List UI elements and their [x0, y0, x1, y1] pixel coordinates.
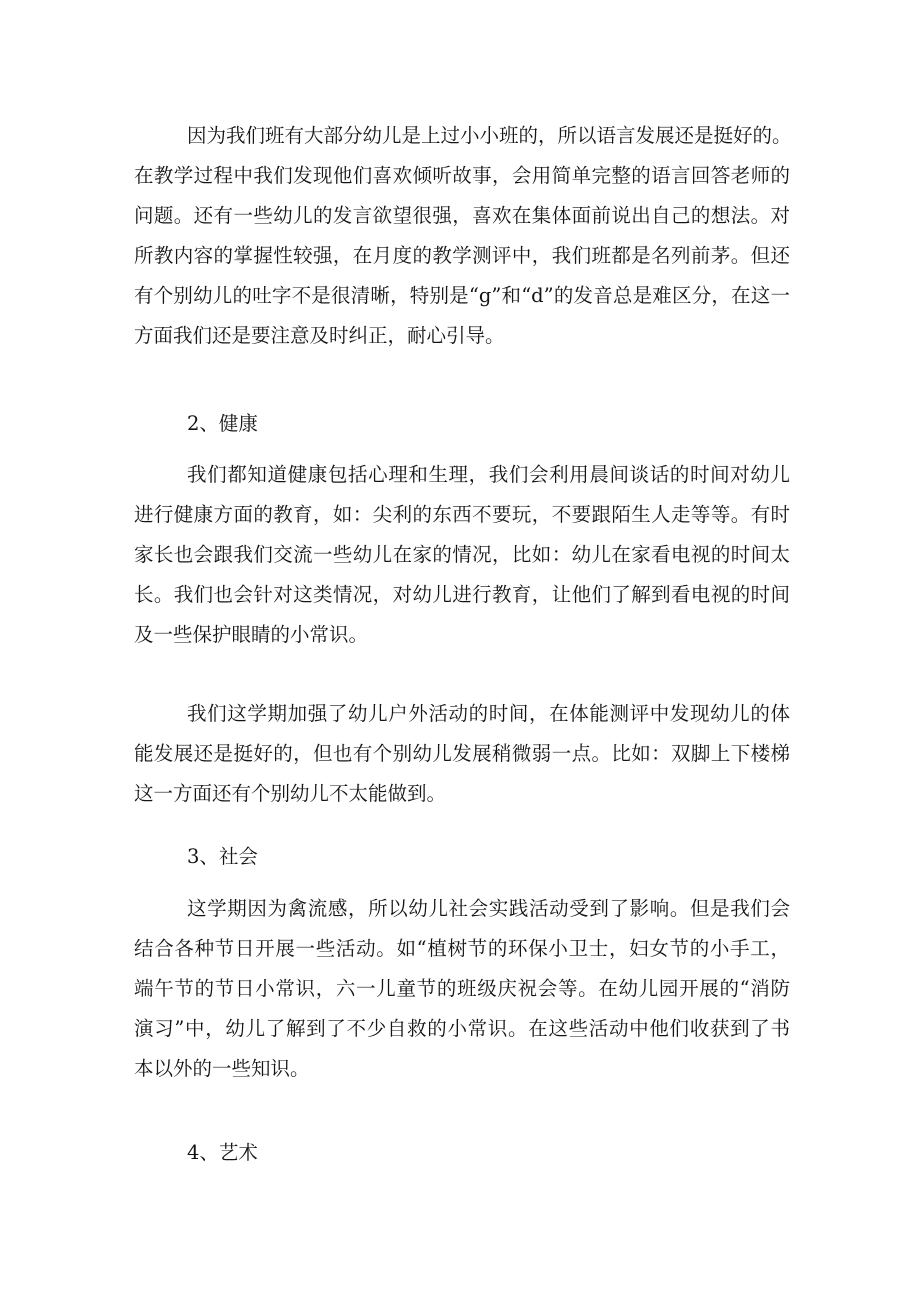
section-heading-health: 2、健康 — [187, 412, 258, 435]
paragraph-line: 我们都知道健康包括心理和生理，我们会利用晨间谈话的时间对幼儿 — [187, 463, 790, 486]
paragraph-line: 长。我们也会针对这类情况，对幼儿进行教育，让他们了解到看电视的时间 — [134, 583, 790, 606]
section-heading-art: 4、艺术 — [187, 1141, 258, 1164]
paragraph-line: 及一些保护眼睛的小常识。 — [134, 623, 369, 646]
paragraph-line: 在教学过程中我们发现他们喜欢倾听故事，会用简单完整的语言回答老师的 — [134, 164, 790, 187]
paragraph-line: 问题。还有一些幼儿的发言欲望很强，喜欢在集体面前说出自己的想法。对 — [134, 204, 790, 227]
paragraph-line: 本以外的一些知识。 — [134, 1057, 310, 1080]
paragraph-health — [134, 455, 790, 655]
paragraph-line: 结合各种节日开展一些活动。如“植树节的环保小卫士，妇女节的小手工， — [134, 937, 790, 960]
paragraph-line: 端午节的节日小常识，六一儿童节的班级庆祝会等。在幼儿园开展的“消防 — [134, 977, 790, 1000]
paragraph-line: 能发展还是挺好的，但也有个别幼儿发展稍微弱一点。比如：双脚上下楼梯 — [134, 742, 790, 765]
paragraph-line: 因为我们班有大部分幼儿是上过小小班的，所以语言发展还是挺好的。 — [187, 124, 792, 147]
paragraph-line: 有个别幼儿的吐字不是很清晰，特别是“g”和“d”的发音总是难区分，在这一 — [134, 284, 790, 307]
paragraph-line: 所教内容的掌握性较强，在月度的教学测评中，我们班都是名列前茅。但还 — [134, 244, 790, 267]
paragraph-line: 我们这学期加强了幼儿户外活动的时间，在体能测评中发现幼儿的体 — [187, 702, 790, 725]
paragraph-outdoor — [134, 694, 790, 814]
paragraph-line: 这一方面还有个别幼儿不太能做到。 — [134, 782, 447, 805]
paragraph-line: 方面我们还是要注意及时纠正，耐心引导。 — [134, 324, 505, 347]
section-heading-society: 3、社会 — [187, 845, 258, 868]
paragraph-society — [134, 889, 790, 1089]
paragraph-language — [134, 116, 790, 356]
paragraph-line: 这学期因为禽流感，所以幼儿社会实践活动受到了影响。但是我们会 — [187, 897, 790, 920]
paragraph-line: 家长也会跟我们交流一些幼儿在家的情况，比如：幼儿在家看电视的时间太 — [134, 543, 790, 566]
paragraph-line: 进行健康方面的教育，如：尖利的东西不要玩，不要跟陌生人走等等。有时 — [134, 503, 790, 526]
paragraph-line: 演习”中，幼儿了解到了不少自救的小常识。在这些活动中他们收获到了书 — [134, 1017, 790, 1040]
